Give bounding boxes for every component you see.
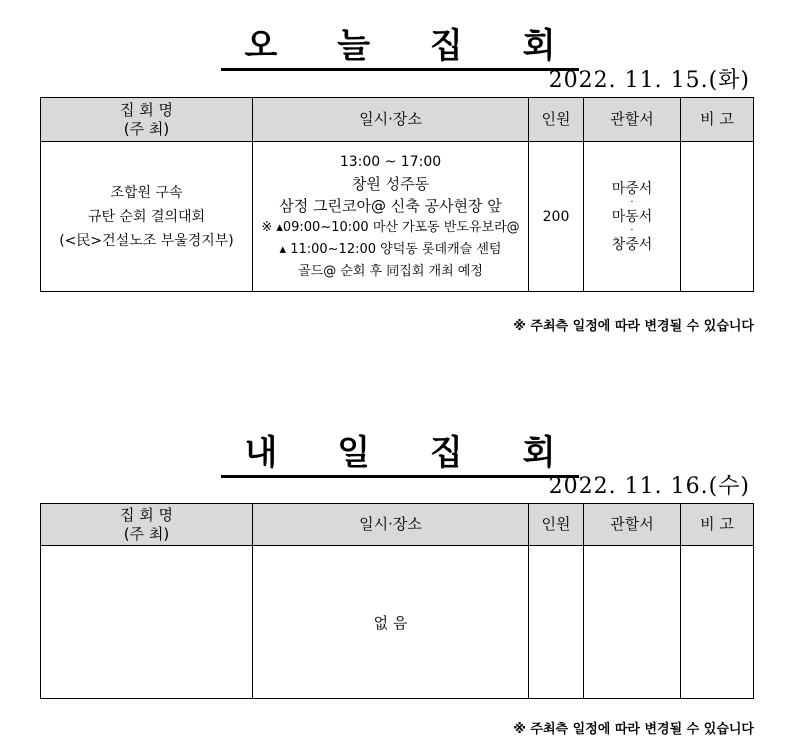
header-police: 관할서 <box>584 98 681 142</box>
rally-name-cell <box>41 546 253 699</box>
tomorrow-table <box>40 503 754 699</box>
header-count: 인원 <box>529 98 584 142</box>
tomorrow-title: 내 일 집 회 <box>0 425 800 474</box>
header-police: 관할서 <box>584 504 681 546</box>
table-row <box>41 546 754 699</box>
empty-cell: 없 음 <box>253 546 529 699</box>
header-count: 인원 <box>529 504 584 546</box>
police-cell <box>584 546 681 699</box>
today-table <box>40 97 754 292</box>
datetime-place-cell: 13:00 ~ 17:00 창원 성주동 삼정 그린코아@ 신축 공사현장 앞 ※ ▴09:00~10:00 마산 가포동 반도유보라@ ▴ 11:00~12:00 양덕동 롯데캐슬 센텀 골드@ 순회 후 同집회 개최 예정 <box>253 142 529 292</box>
today-note: ※ 주최측 일정에 따라 변경될 수 있습니다 <box>513 319 754 334</box>
header-name: 집 회 명 (주 최) <box>41 98 253 142</box>
today-header-row <box>41 98 754 142</box>
today-title: 오 늘 집 회 <box>0 18 800 67</box>
header-remarks: 비 고 <box>681 504 754 546</box>
table-row <box>41 142 754 292</box>
tomorrow-note: ※ 주최측 일정에 따라 변경될 수 있습니다 <box>513 722 754 737</box>
tomorrow-date: 2022. 11. 16.(수) <box>548 474 750 499</box>
count-cell: 200 <box>529 142 584 292</box>
remarks-cell <box>681 142 754 292</box>
rally-name-cell: 조합원 구속 규탄 순회 결의대회 (<民>건설노조 부울경지부) <box>41 142 253 292</box>
header-datetime-place: 일시·장소 <box>253 98 529 142</box>
tomorrow-header-row <box>41 504 754 546</box>
header-remarks: 비 고 <box>681 98 754 142</box>
police-cell: 마중서 · 마동서 · 창중서 <box>584 142 681 292</box>
header-datetime-place: 일시·장소 <box>253 504 529 546</box>
header-name: 집 회 명 (주 최) <box>41 504 253 546</box>
count-cell <box>529 546 584 699</box>
remarks-cell <box>681 546 754 699</box>
today-date: 2022. 11. 15.(화) <box>548 68 750 93</box>
